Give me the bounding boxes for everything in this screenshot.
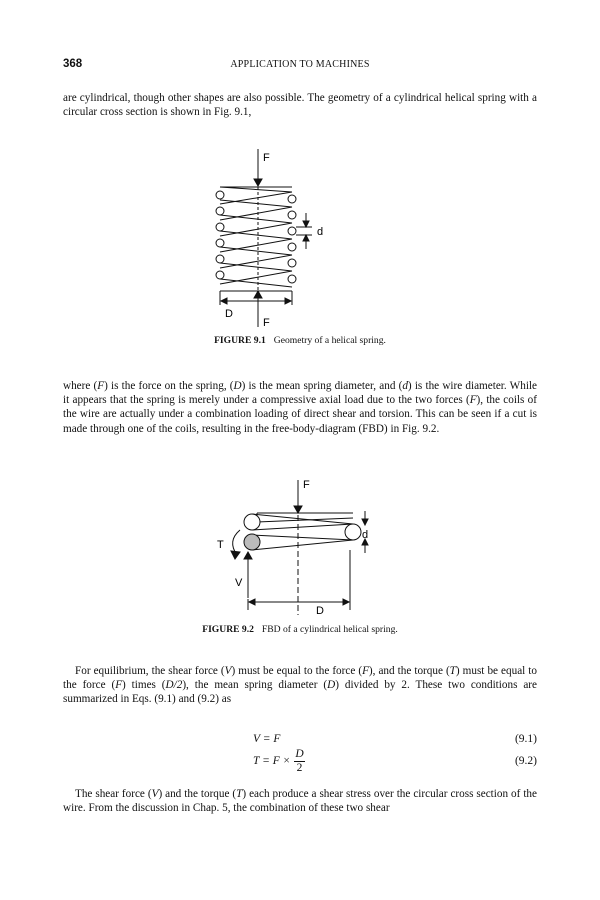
- paragraph-equilibrium: For equilibrium, the shear force (V) must be equal to the force (F), and the torque (T) must be equal to the force (F) times (D/2), the mean spring diameter (D) divided by 2. These two conditions are summarized in Eqs. (9.1) and (9.2) as: [63, 665, 537, 706]
- caption-label: FIGURE 9.1: [214, 335, 266, 346]
- intro-line-2: spring with a circular cross section is shown in Fig. 9.1,: [63, 92, 538, 119]
- caption-text: FBD of a cylindrical helical spring.: [261, 624, 398, 635]
- figure-9-1-helical-spring: [200, 145, 350, 330]
- equation-9-2: T = F × $\frac{D}{2}$ (9.2): [253, 748, 537, 774]
- figure-9-2-fbd: [205, 475, 380, 625]
- label-wire-d: d: [362, 529, 369, 541]
- caption-text: Geometry of a helical spring.: [273, 335, 386, 346]
- label-diameter-D: D: [225, 308, 233, 320]
- intro-line-1: are cylindrical, though other shapes are also possible. The geometry of a cylindrical helical: [63, 92, 475, 104]
- label-force-F: F: [303, 479, 310, 491]
- running-title: APPLICATION TO MACHINES: [230, 59, 370, 70]
- caption-label: FIGURE 9.2: [202, 624, 254, 635]
- equation-number: (9.2): [514, 755, 537, 767]
- equation-number: (9.1): [514, 733, 537, 745]
- top-force-arrowhead: [254, 179, 262, 186]
- paragraph-force-description: where (F) is the force on the spring, (D) is the mean spring diameter, and (d) is the wire diameter. While it appears that the spring is merely under a compressive axial load due to the two forces (F), the coils of the wire are actually under a combination loading of direct shear and torsion. This can be seen if a cut is made through one of the coils, resulting in the free-body-diagram (FBD) in Fig. 9.2.: [63, 380, 538, 435]
- page-header: [63, 58, 537, 74]
- label-force-top: F: [263, 152, 270, 164]
- intro-paragraph: [63, 91, 537, 119]
- page-number: 368: [63, 58, 83, 70]
- figure-9-1-caption: [0, 335, 600, 346]
- label-torque-T: T: [217, 539, 224, 551]
- paragraph-shear-stress: The shear force (V) and the torque (T) each produce a shear stress over the circular cross section of the wire. From the discussion in Chap. 5, the combination of these two shear: [63, 788, 537, 815]
- label-diameter-D: D: [316, 605, 324, 617]
- bottom-force-arrowhead: [254, 291, 262, 298]
- figure-9-2-caption: [0, 624, 600, 635]
- label-wire-d: d: [317, 226, 324, 238]
- equation-9-1: V = F (9.1): [253, 733, 537, 745]
- label-shear-V: V: [235, 577, 243, 589]
- label-force-bottom: F: [263, 317, 270, 329]
